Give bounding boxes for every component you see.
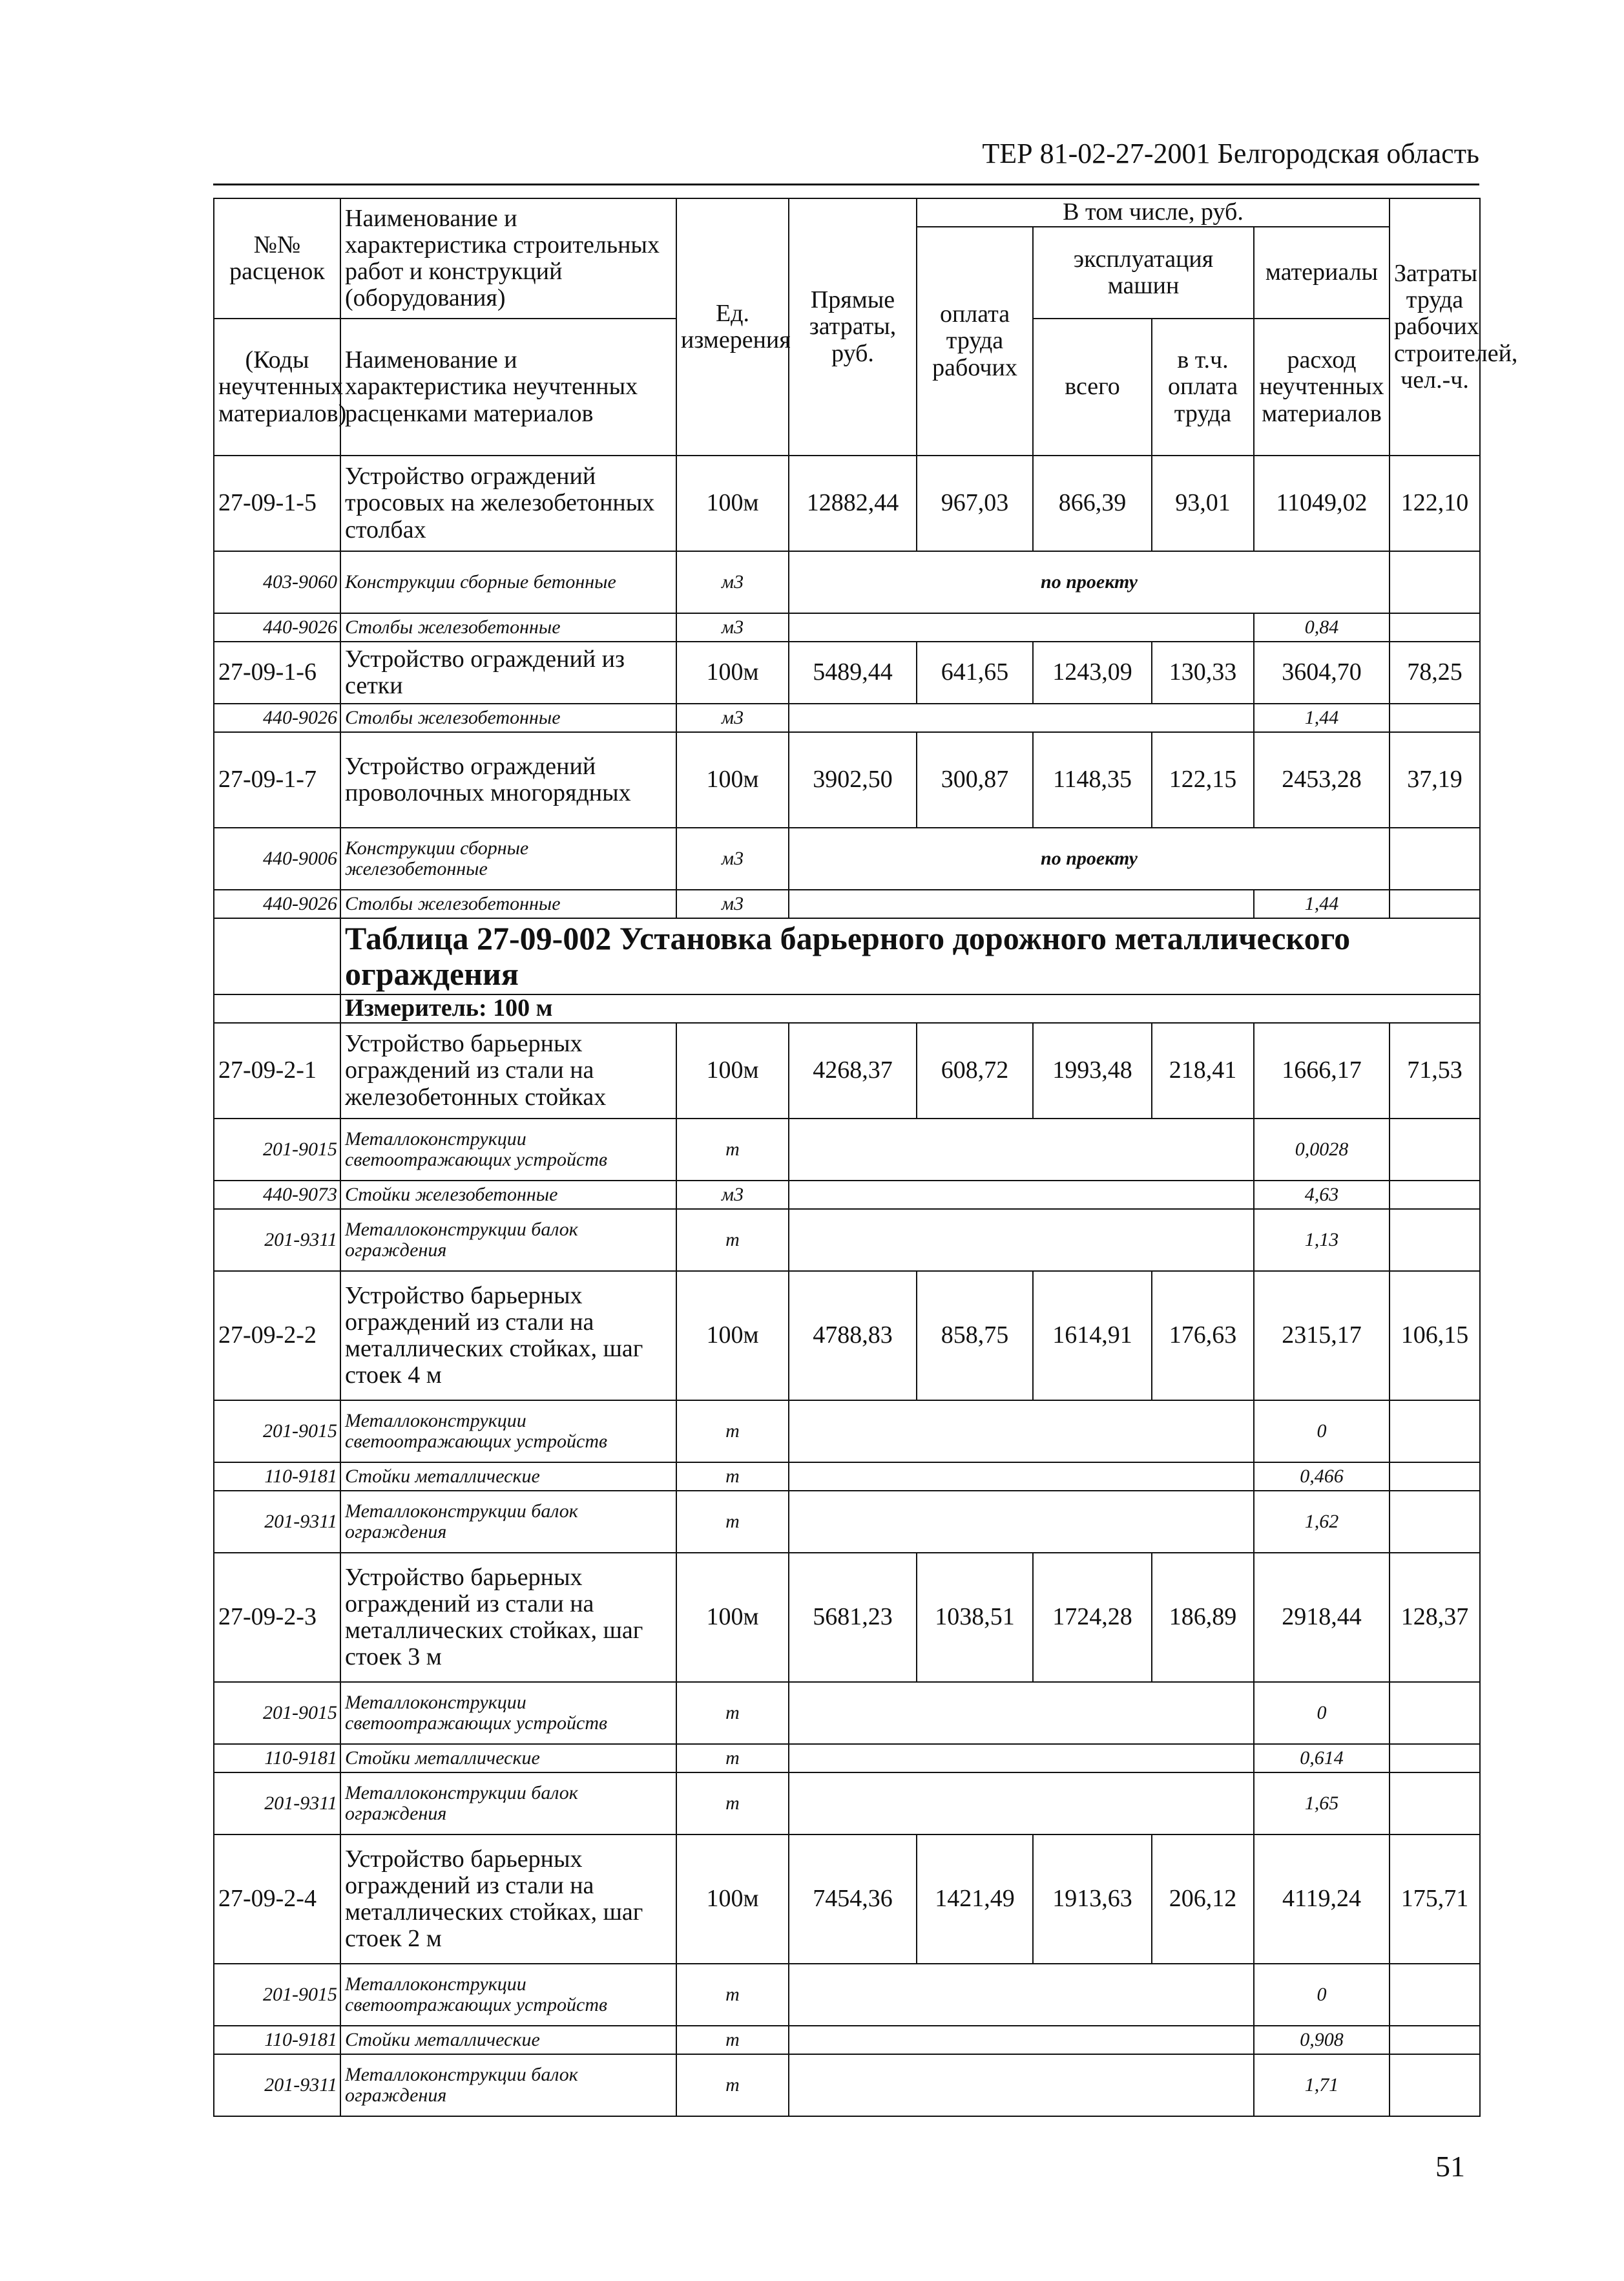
rate-direct-costs: 5681,23 — [789, 1553, 917, 1682]
material-unit: м3 — [676, 890, 789, 918]
material-unit: т — [676, 1772, 789, 1834]
material-name: Конструкции сборные бетонные — [340, 551, 676, 613]
material-by-project: по проекту — [789, 828, 1390, 890]
rate-labor: 106,15 — [1390, 1271, 1480, 1400]
rate-name: Устройство барьерных ограждений из стали на железобетонных стойках — [340, 1023, 676, 1119]
rate-machines: 1913,63 — [1033, 1834, 1152, 1964]
header-wage: оплата труда рабочих — [917, 227, 1033, 456]
material-name: Стойки металлические — [340, 1744, 676, 1772]
material-unit: т — [676, 1744, 789, 1772]
rate-unit: 100м — [676, 732, 789, 828]
rate-machines: 866,39 — [1033, 456, 1152, 551]
material-unit: м3 — [676, 828, 789, 890]
empty-cell — [789, 1964, 1254, 2026]
table-title: Таблица 27-09-002 Установка барьерного дорожного металлического ограждения — [340, 918, 1480, 994]
empty-cell — [789, 1209, 1254, 1271]
rate-machines-wage: 176,63 — [1152, 1271, 1254, 1400]
rate-code: 27-09-2-2 — [214, 1271, 340, 1400]
empty-cell — [1390, 828, 1480, 890]
table-title-row — [214, 918, 1480, 994]
material-consumption: 0 — [1254, 1400, 1390, 1462]
rate-machines-wage: 130,33 — [1152, 642, 1254, 704]
rate-code: 27-09-1-7 — [214, 732, 340, 828]
material-unit: м3 — [676, 1181, 789, 1209]
header-unaccounted-code: (Коды неучтенных материалов) — [214, 319, 340, 456]
rate-unit: 100м — [676, 1023, 789, 1119]
header-machines: эксплуатация машин — [1033, 227, 1254, 319]
rate-direct-costs: 7454,36 — [789, 1834, 917, 1964]
material-code: 201-9015 — [214, 1119, 340, 1181]
material-code: 201-9311 — [214, 1772, 340, 1834]
rate-name: Устройство ограждений тросовых на железобетонных столбах — [340, 456, 676, 551]
material-code: 110-9181 — [214, 2026, 340, 2054]
rate-materials: 1666,17 — [1254, 1023, 1390, 1119]
empty-cell — [1390, 2026, 1480, 2054]
rate-direct-costs: 4268,37 — [789, 1023, 917, 1119]
header-code: №№ расценок — [214, 198, 340, 319]
material-name: Конструкции сборные железобетонные — [340, 828, 676, 890]
empty-cell — [789, 890, 1254, 918]
empty-cell — [1390, 2054, 1480, 2116]
header-machines-total: всего — [1033, 319, 1152, 456]
page-header: ТЕР 81-02-27-2001 Белгородская область — [982, 138, 1479, 169]
empty-cell — [1390, 1400, 1480, 1462]
rate-wage: 641,65 — [917, 642, 1033, 704]
material-consumption: 1,62 — [1254, 1491, 1390, 1553]
rate-unit: 100м — [676, 1834, 789, 1964]
rate-materials: 3604,70 — [1254, 642, 1390, 704]
material-row — [214, 1209, 1480, 1271]
rate-unit: 100м — [676, 456, 789, 551]
material-code: 201-9311 — [214, 2054, 340, 2116]
header-unaccounted-name: Наименование и характеристика неучтенных расценками материалов — [340, 319, 676, 456]
material-code: 403-9060 — [214, 551, 340, 613]
rate-machines-wage: 206,12 — [1152, 1834, 1254, 1964]
material-consumption: 0,84 — [1254, 613, 1390, 642]
material-unit: т — [676, 1964, 789, 2026]
material-unit: м3 — [676, 613, 789, 642]
rate-unit: 100м — [676, 1271, 789, 1400]
material-consumption: 4,63 — [1254, 1181, 1390, 1209]
empty-cell — [789, 613, 1254, 642]
rate-materials: 2453,28 — [1254, 732, 1390, 828]
material-name: Стойки металлические — [340, 1462, 676, 1491]
empty-cell — [789, 1744, 1254, 1772]
material-row — [214, 1119, 1480, 1181]
header-name: Наименование и характеристика строительных работ и конструкций (оборудования) — [340, 198, 676, 319]
material-consumption: 0,908 — [1254, 2026, 1390, 2054]
material-consumption: 0,0028 — [1254, 1119, 1390, 1181]
material-row — [214, 890, 1480, 918]
material-unit: т — [676, 1209, 789, 1271]
empty-cell — [1390, 1209, 1480, 1271]
material-name: Металлоконструкции светоотражающих устройств — [340, 1119, 676, 1181]
material-code: 201-9015 — [214, 1682, 340, 1744]
empty-cell — [1390, 1181, 1480, 1209]
empty-cell — [789, 1772, 1254, 1834]
material-code: 440-9026 — [214, 890, 340, 918]
measure-unit: Измеритель: 100 м — [340, 994, 1480, 1023]
rate-name: Устройство ограждений из сетки — [340, 642, 676, 704]
material-name: Металлоконструкции светоотражающих устройств — [340, 1682, 676, 1744]
material-name: Столбы железобетонные — [340, 890, 676, 918]
empty-cell — [789, 1682, 1254, 1744]
empty-cell — [1390, 890, 1480, 918]
rate-labor: 71,53 — [1390, 1023, 1480, 1119]
rates-table — [213, 198, 1518, 2117]
material-unit: т — [676, 2026, 789, 2054]
material-row — [214, 1744, 1480, 1772]
material-code: 440-9073 — [214, 1181, 340, 1209]
rate-materials: 2918,44 — [1254, 1553, 1390, 1682]
rate-wage: 608,72 — [917, 1023, 1033, 1119]
rate-labor: 128,37 — [1390, 1553, 1480, 1682]
material-consumption: 0,466 — [1254, 1462, 1390, 1491]
material-row — [214, 1964, 1480, 2026]
material-row — [214, 1682, 1480, 1744]
empty-cell — [789, 1462, 1254, 1491]
material-consumption: 1,65 — [1254, 1772, 1390, 1834]
page-number: 51 — [1435, 2150, 1465, 2183]
rate-row — [214, 732, 1480, 828]
material-by-project: по проекту — [789, 551, 1390, 613]
empty-cell — [1390, 1964, 1480, 2026]
material-unit: м3 — [676, 704, 789, 732]
rate-row — [214, 1834, 1480, 1964]
rate-name: Устройство барьерных ограждений из стали на металлических стойках, шаг стоек 4 м — [340, 1271, 676, 1400]
empty-cell — [1390, 613, 1480, 642]
material-code: 201-9015 — [214, 1400, 340, 1462]
rate-labor: 37,19 — [1390, 732, 1480, 828]
material-unit: т — [676, 1491, 789, 1553]
header-materials: материалы — [1254, 227, 1390, 319]
rate-machines-wage: 186,89 — [1152, 1553, 1254, 1682]
header-direct-costs: Прямые затраты, руб. — [789, 198, 917, 456]
header-row-1 — [214, 198, 1480, 227]
rate-labor: 175,71 — [1390, 1834, 1480, 1964]
material-consumption: 1,71 — [1254, 2054, 1390, 2116]
rate-machines-wage: 122,15 — [1152, 732, 1254, 828]
rate-code: 27-09-2-4 — [214, 1834, 340, 1964]
material-name: Металлоконструкции балок ограждения — [340, 1491, 676, 1553]
empty-cell — [1390, 551, 1480, 613]
empty-cell — [789, 1400, 1254, 1462]
measure-row — [214, 994, 1480, 1023]
material-code: 201-9311 — [214, 1491, 340, 1553]
material-unit: т — [676, 1119, 789, 1181]
header-including: В том числе, руб. — [917, 198, 1390, 227]
material-row — [214, 1400, 1480, 1462]
rate-row — [214, 1553, 1480, 1682]
material-row — [214, 1462, 1480, 1491]
rate-row — [214, 1271, 1480, 1400]
rate-code: 27-09-2-3 — [214, 1553, 340, 1682]
rate-wage: 1421,49 — [917, 1834, 1033, 1964]
rate-wage: 858,75 — [917, 1271, 1033, 1400]
material-row — [214, 704, 1480, 732]
material-row — [214, 2054, 1480, 2116]
material-row — [214, 613, 1480, 642]
empty-cell — [1390, 704, 1480, 732]
rate-materials: 2315,17 — [1254, 1271, 1390, 1400]
material-code: 440-9006 — [214, 828, 340, 890]
rate-machines: 1993,48 — [1033, 1023, 1152, 1119]
material-name: Металлоконструкции балок ограждения — [340, 1209, 676, 1271]
empty-cell — [214, 994, 340, 1023]
material-unit: т — [676, 1462, 789, 1491]
rate-row — [214, 1023, 1480, 1119]
rate-direct-costs: 5489,44 — [789, 642, 917, 704]
empty-cell — [1390, 1491, 1480, 1553]
rate-machines-wage: 218,41 — [1152, 1023, 1254, 1119]
rate-machines: 1243,09 — [1033, 642, 1152, 704]
rate-code: 27-09-1-5 — [214, 456, 340, 551]
material-unit: т — [676, 1400, 789, 1462]
material-row — [214, 2026, 1480, 2054]
empty-cell — [214, 918, 340, 994]
material-name: Столбы железобетонные — [340, 704, 676, 732]
material-code: 201-9311 — [214, 1209, 340, 1271]
empty-cell — [1390, 1772, 1480, 1834]
header-material-consumption: расход неучтенных материалов — [1254, 319, 1390, 456]
material-unit: м3 — [676, 551, 789, 613]
material-name: Столбы железобетонные — [340, 613, 676, 642]
rate-unit: 100м — [676, 642, 789, 704]
empty-cell — [789, 1119, 1254, 1181]
rate-labor: 78,25 — [1390, 642, 1480, 704]
rate-wage: 1038,51 — [917, 1553, 1033, 1682]
material-consumption: 0 — [1254, 1682, 1390, 1744]
material-name: Стойки железобетонные — [340, 1181, 676, 1209]
material-code: 110-9181 — [214, 1744, 340, 1772]
material-consumption: 0,614 — [1254, 1744, 1390, 1772]
material-consumption: 1,44 — [1254, 890, 1390, 918]
rate-machines-wage: 93,01 — [1152, 456, 1254, 551]
rate-unit: 100м — [676, 1553, 789, 1682]
material-row — [214, 551, 1480, 613]
material-row — [214, 1181, 1480, 1209]
material-consumption: 1,13 — [1254, 1209, 1390, 1271]
rate-direct-costs: 12882,44 — [789, 456, 917, 551]
empty-cell — [789, 1491, 1254, 1553]
empty-cell — [789, 704, 1254, 732]
material-consumption: 0 — [1254, 1964, 1390, 2026]
rate-name: Устройство барьерных ограждений из стали на металлических стойках, шаг стоек 2 м — [340, 1834, 676, 1964]
material-name: Стойки металлические — [340, 2026, 676, 2054]
material-name: Металлоконструкции балок ограждения — [340, 2054, 676, 2116]
header-machines-wage: в т.ч. оплата труда — [1152, 319, 1254, 456]
material-unit: т — [676, 2054, 789, 2116]
material-name: Металлоконструкции светоотражающих устройств — [340, 1964, 676, 2026]
rate-wage: 300,87 — [917, 732, 1033, 828]
material-code: 110-9181 — [214, 1462, 340, 1491]
header-labor-costs: Затраты труда рабочих строителей, чел.-ч. — [1390, 198, 1480, 456]
table-body — [214, 198, 1518, 2116]
rate-name: Устройство барьерных ограждений из стали на металлических стойках, шаг стоек 3 м — [340, 1553, 676, 1682]
material-unit: т — [676, 1682, 789, 1744]
rate-name: Устройство ограждений проволочных многорядных — [340, 732, 676, 828]
material-row — [214, 1772, 1480, 1834]
rate-row — [214, 456, 1480, 551]
material-name: Металлоконструкции светоотражающих устройств — [340, 1400, 676, 1462]
rate-machines: 1614,91 — [1033, 1271, 1152, 1400]
material-consumption: 1,44 — [1254, 704, 1390, 732]
material-row — [214, 828, 1480, 890]
rate-machines: 1148,35 — [1033, 732, 1152, 828]
rate-materials: 4119,24 — [1254, 1834, 1390, 1964]
material-name: Металлоконструкции балок ограждения — [340, 1772, 676, 1834]
rate-code: 27-09-1-6 — [214, 642, 340, 704]
rate-materials: 11049,02 — [1254, 456, 1390, 551]
empty-cell — [1390, 1744, 1480, 1772]
empty-cell — [1390, 1462, 1480, 1491]
empty-cell — [789, 2026, 1254, 2054]
rate-wage: 967,03 — [917, 456, 1033, 551]
empty-cell — [789, 1181, 1254, 1209]
empty-cell — [789, 2054, 1254, 2116]
material-code: 440-9026 — [214, 704, 340, 732]
rate-direct-costs: 4788,83 — [789, 1271, 917, 1400]
rate-machines: 1724,28 — [1033, 1553, 1152, 1682]
rate-direct-costs: 3902,50 — [789, 732, 917, 828]
header-rule — [213, 184, 1479, 185]
empty-cell — [1390, 1119, 1480, 1181]
rate-code: 27-09-2-1 — [214, 1023, 340, 1119]
rate-row — [214, 642, 1480, 704]
material-code: 440-9026 — [214, 613, 340, 642]
rate-labor: 122,10 — [1390, 456, 1480, 551]
material-code: 201-9015 — [214, 1964, 340, 2026]
empty-cell — [1390, 1682, 1480, 1744]
material-row — [214, 1491, 1480, 1553]
header-unit: Ед. измерения — [676, 198, 789, 456]
